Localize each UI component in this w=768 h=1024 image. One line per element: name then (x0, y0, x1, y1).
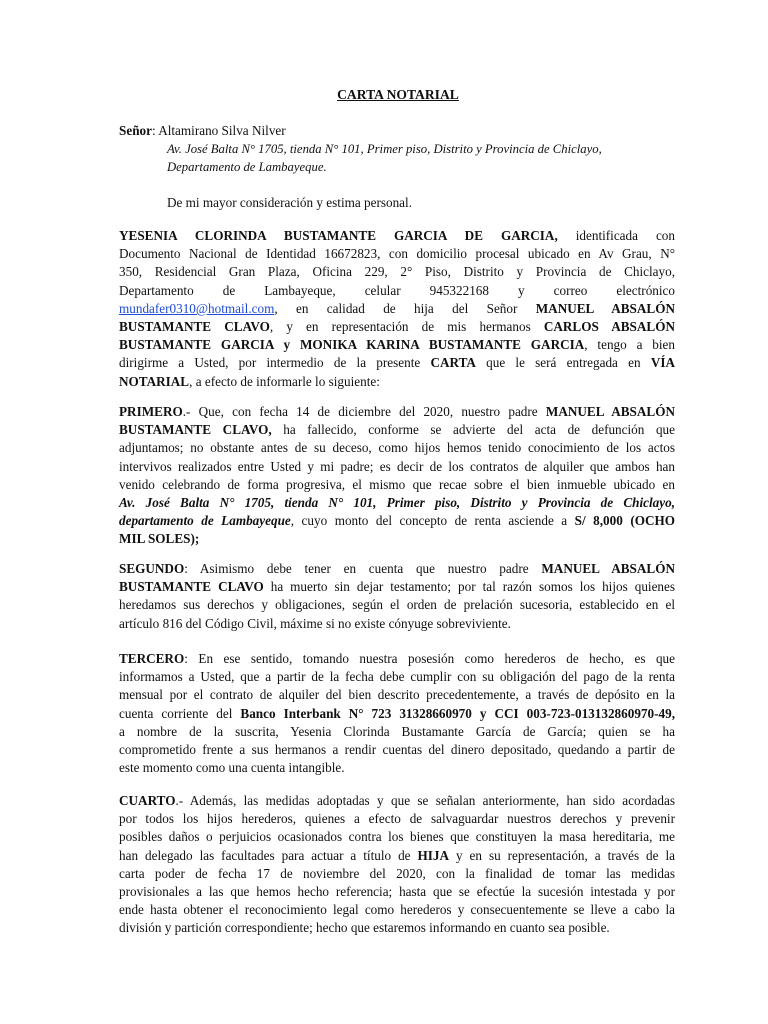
intro-text: dirigirme a Usted, por intermedio de la presente (119, 355, 421, 371)
section-tercero (119, 650, 675, 777)
section-text: : En ese sentido, tomando nuestra posesión como herederos de hecho, es que (184, 651, 675, 666)
hija-word: HIJA (417, 847, 449, 863)
section-text: intervivos realizados entre Usted y mi padre; es decir de los contratos de alquiler que ambos han (119, 458, 675, 474)
recipient-address-line2: Departamento de Lambayeque. (167, 160, 327, 175)
recipient-name: : Altamirano Silva Nilver (151, 123, 286, 138)
intro-text: Documento Nacional de Identidad 16672823, con domicilio procesal ubicado en Av Grau, N° (119, 246, 675, 262)
section-text: ha fallecido, conforme se advierte del acta de defunción que (283, 422, 675, 438)
bank-account: Banco Interbank N° 723 31328660970 y CCI 003-723-013132860970-49, (240, 705, 676, 721)
intro-text: 350, Residencial Gran Plaza, Oficina 229, 2° Piso, Distrito y Provincia de Chiclayo, (119, 264, 675, 280)
section-heading: PRIMERO (119, 404, 183, 419)
property-address: Av. José Balta N° 1705, tienda N° 101, Primer piso, Distrito y Provincia de Chiclayo, (119, 495, 675, 511)
section-text: venido celebrando de forma progresiva, el mismo que recae sobre el bien inmueble ubicado en (119, 476, 675, 492)
rent-amount: MIL SOLES); (119, 531, 200, 547)
section-heading: CUARTO (119, 793, 176, 808)
greeting: De mi mayor consideración y estima personal. (167, 195, 412, 210)
section-segundo (119, 560, 675, 633)
section-heading: SEGUNDO (119, 561, 185, 576)
section-text: mensual por el contrato de alquiler del bien descrito precedentemente, a través de depósito en la (119, 687, 675, 703)
section-text: comprometido frente a sus hermanos a rendir cuentas del dinero depositado, quedando a partir de (119, 742, 675, 758)
property-address: departamento de Lambayeque (119, 513, 291, 529)
section-heading: TERCERO (119, 651, 185, 666)
recipient-label: Señor (119, 123, 152, 138)
intro-paragraph (119, 227, 675, 391)
father-name: MANUEL ABSALÓN (535, 300, 675, 316)
section-text: ende hasta obtener el reconocimiento legal como herederos y consecuentemente se lleve a cabo la (119, 902, 675, 918)
intro-text: , y en representación de mis hermanos (269, 319, 531, 335)
sender-name: YESENIA CLORINDA BUSTAMANTE GARCIA DE GARCIA, (119, 228, 558, 243)
section-text: informamos a Usted, que a partir de la fecha debe cumplir con su obligación del pago de la renta (119, 669, 675, 685)
section-text: posibles daños o perjuicios ocasionados contra los bienes que constituyen la masa hereditaria, me (119, 829, 675, 845)
section-text: heredamos sus derechos y obligaciones, según el orden de prelación sucesoria, establecido en el (119, 597, 675, 613)
document-title: CARTA NOTARIAL (337, 87, 459, 102)
intro-text: que le será entregada en (486, 355, 641, 371)
section-text: , cuyo monto del concepto de renta asciende a (290, 513, 568, 529)
intro-text: , en calidad de hija del Señor (274, 300, 518, 316)
father-name: BUSTAMANTE CLAVO, (119, 422, 272, 438)
sibling-name: CARLOS ABSALÓN (543, 319, 675, 335)
carta-word: CARTA (430, 355, 476, 371)
section-text: división y partición correspondiente; hecho que estaremos informando en cuanto sea posible. (119, 920, 610, 936)
father-name: BUSTAMANTE CLAVO (119, 579, 264, 595)
recipient-address-line1: Av. José Balta N° 1705, tienda N° 101, Primer piso, Distrito y Provincia de Chiclayo, (167, 142, 602, 157)
section-text: .- Que, con fecha 14 de diciembre del 2020, nuestro padre (182, 404, 538, 419)
father-name: MANUEL ABSALÓN (545, 404, 675, 419)
recipient-block (119, 122, 675, 177)
intro-text: , a efecto de informarle lo siguiente: (189, 373, 380, 389)
section-text: este momento como una cuenta intangible. (119, 760, 345, 776)
section-text: a nombre de la suscrita, Yesenia Clorinda Bustamante García de García; quien se ha (119, 723, 675, 739)
sibling-names: BUSTAMANTE GARCIA y MONIKA KARINA BUSTAMANTE GARCIA (119, 337, 585, 353)
via-word: VÍA (650, 355, 675, 371)
intro-text: , tengo a bien (584, 337, 675, 353)
section-text: provisionales a las que hemos hecho referencia; hasta que se efectúe la sucesión intestada y por (119, 884, 675, 900)
section-text: y en su representación, a través de la (455, 847, 675, 863)
section-primero (119, 403, 675, 549)
section-text: adjuntamos; no obstante antes de su deceso, como hijos hemos tenido conocimiento de los actos (119, 440, 675, 456)
father-name: BUSTAMANTE CLAVO (119, 319, 270, 335)
email-link[interactable]: mundafer0310@hotmail.com (119, 300, 275, 316)
section-text: artículo 816 del Código Civil, máxime si no existe cónyuge sobreviviente. (119, 615, 511, 631)
section-text: .- Además, las medidas adoptadas y que se señalan anteriormente, han sido acordadas (175, 793, 675, 808)
section-text: : Asimismo debe tener en cuenta que nuestro padre (184, 561, 529, 576)
section-text: por todos los hijos herederos, quienes a efecto de salvaguardar nuestros derechos y prevenir (119, 811, 675, 827)
father-name: MANUEL ABSALÓN (541, 561, 675, 576)
section-text: han delegado las facultades para actuar a título de (119, 847, 411, 863)
section-text: cuenta corriente del (119, 705, 233, 721)
intro-text: Departamento de Lambayeque, celular 945322168 y correo electrónico (119, 282, 675, 298)
section-cuarto (119, 792, 675, 938)
section-text: carta poder de fecha 17 de noviembre del 2020, con la finalidad de tomar las medidas (119, 865, 675, 881)
rent-amount: S/ 8,000 (OCHO (574, 513, 676, 529)
section-text: ha muerto sin dejar testamento; por tal razón somos los hijos quienes (270, 579, 676, 595)
intro-text: identificada con (575, 228, 675, 243)
notarial-word: NOTARIAL (119, 373, 190, 389)
